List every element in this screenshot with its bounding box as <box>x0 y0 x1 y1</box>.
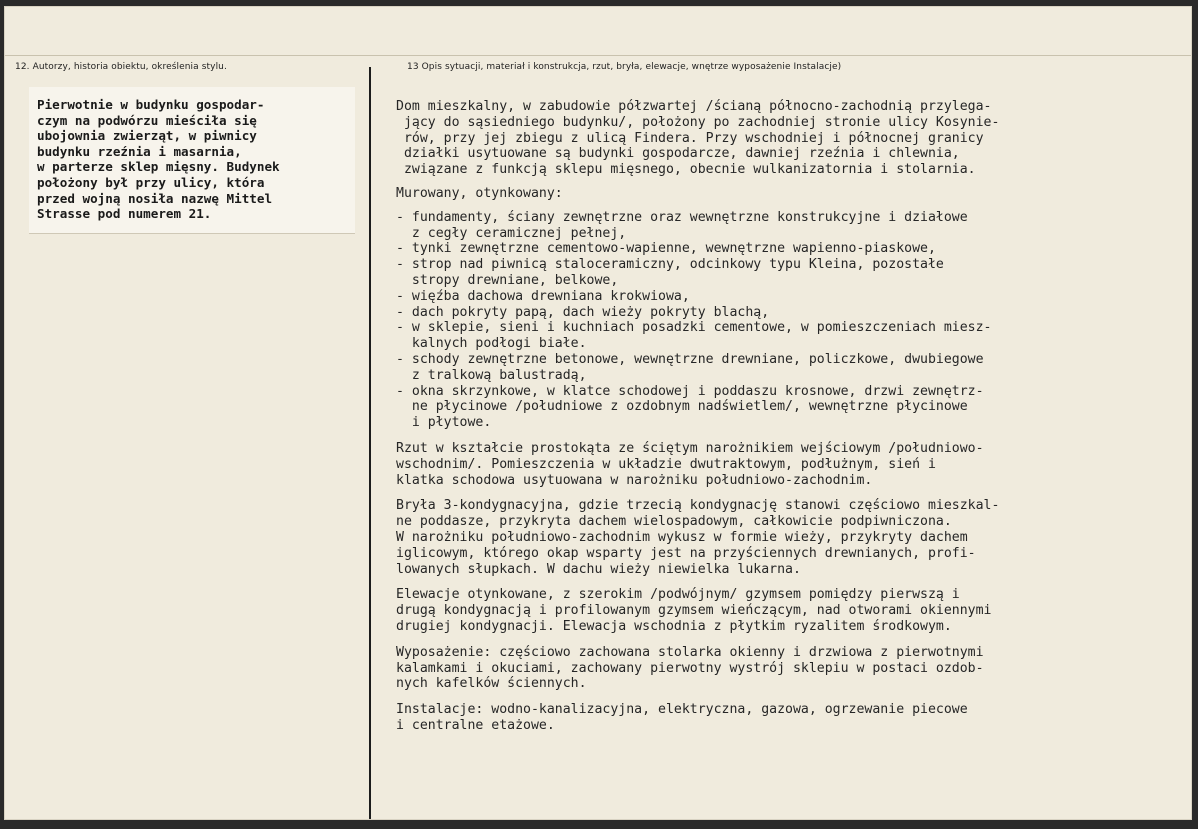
section-13-header: 13 Opis sytuacji, materiał i konstrukcja, rzut, bryła, elewacje, wnętrze wyposażenie Instalacje) <box>407 62 842 72</box>
top-rule <box>5 55 1191 56</box>
materials-list: - fundamenty, ściany zewnętrzne oraz wewnętrzne konstrukcyjne i działowe z cegły ceramicznej pełnej, - tynki zewnętrzne cementowo-wapienne, wewnętrzne wapienno-piaskowe, - strop nad piwnicą staloceramiczny, odcinkowy typu Kleina, pozostałe stropy drewniane, belkowe, - więźba dachowa drewniana krokwiowa, - dach pokryty papą, dach wieży pokryty blachą, - w sklepie, sieni i kuchniach posadzki cementowe, w pomieszczeniach miesz- kalnych podłogi białe. - schody zewnętrzne betonowe, wewnętrzne drewniane, policzkowe, dwubiegowe z tralkową balustradą, - okna skrzynkowe, w klatce schodowej i poddaszu krosnowe, drzwi zewnętrz- ne płycinowe /południowe z ozdobnym nadświetlem/, wewnętrzne płycinowe i płytowe. <box>396 209 992 431</box>
plan-paragraph: Rzut w kształcie prostokąta ze ściętym narożnikiem wejściowym /południowo- wschodnim/. Pomieszczenia w układzie dwutraktowym, podłużnym, sień i klatka schodowa usytuowana w narożniku południowo-zachodnim. <box>396 440 984 488</box>
column-divider <box>369 67 371 819</box>
section-12-header: 12. Autorzy, historia obiektu, określenia stylu. <box>15 62 227 72</box>
history-text: Pierwotnie w budynku gospodar- czym na podwórzu mieściła się ubojownia zwierząt, w piwnicy budynku rzeźnia i masarnia, w parterze sklep mięsny. Budynek położony był przy ulicy, która przed wojną nosiła nazwę Mittel Strasse pod numerem 21. <box>37 97 280 222</box>
elevations-paragraph: Elewacje otynkowane, z szerokim /podwójnym/ gzymsem pomiędzy pierwszą i drugą kondygnacją i profilowanym gzymsem wieńczącym, nad otworami okiennymi drugiej kondygnacji. Elewacja wschodnia z płytkim ryzalitem środkowym. <box>396 587 992 634</box>
materials-heading: Murowany, otynkowany: <box>396 185 563 201</box>
record-card <box>4 6 1192 820</box>
massing-paragraph: Bryła 3-kondygnacyjna, gdzie trzecią kondygnację stanowi częściowo mieszkal- ne poddasze, przykryta dachem wielospadowym, całkowicie podpiwniczona. W narożniku południowo-zachodnim wykusz w formie wieży, przykryty dachem iglicowym, którego okap wsparty jest na przyściennych drewnianych, profi- lowanych słupkach. W dachu wieży niewielka lukarna. <box>396 498 1000 577</box>
description-column <box>396 99 1176 734</box>
intro-paragraph: Dom mieszkalny, w zabudowie półzwartej /ścianą północno-zachodnią przylega- jący do sąsiedniego budynku/, położony po zachodniej stronie ulicy Kosynie- rów, przy jej zbiegu z ulicą Findera. Przy wschodniej i północnej granicy działki usytuowane są budynki gospodarcze, dawniej rzeźnia i chlewnia, związane z funkcją sklepu mięsnego, obecnie wulkanizatornia i stolarnia. <box>396 99 1000 178</box>
equipment-paragraph: Wyposażenie: częściowo zachowana stolarka okienny i drzwiowa z pierwotnymi kalamkami i okuciami, zachowany pierwotny wystrój sklepiu w postaci ozdob- nych kafelków ściennych. <box>396 644 984 692</box>
history-sticker <box>29 87 355 234</box>
installations-paragraph: Instalacje: wodno-kanalizacyjna, elektryczna, gazowa, ogrzewanie piecowe i centralne etażowe. <box>396 702 968 733</box>
